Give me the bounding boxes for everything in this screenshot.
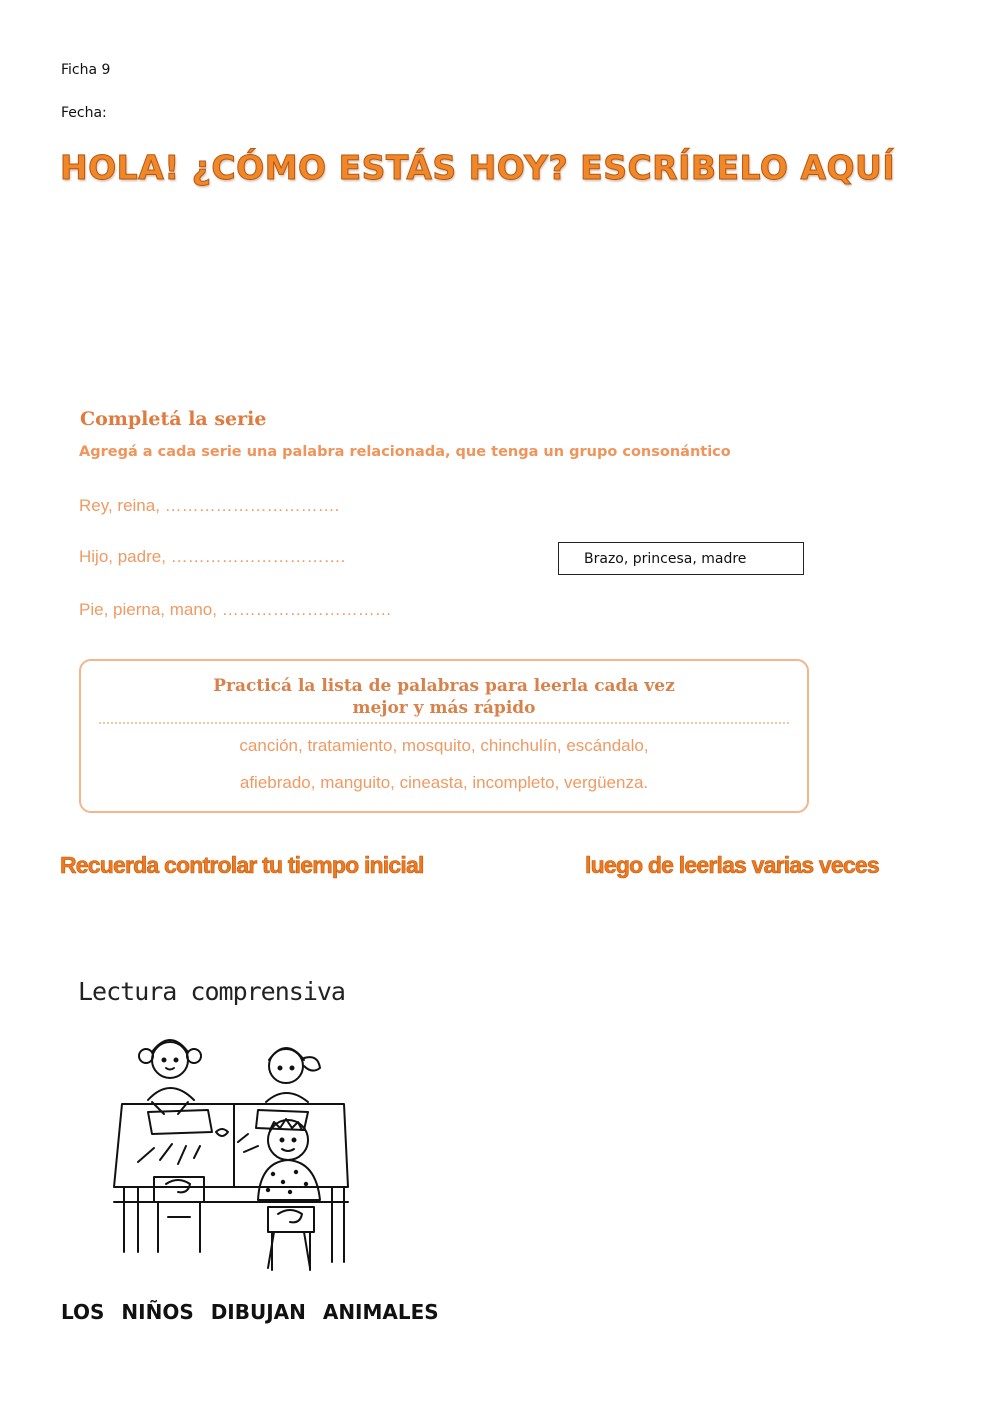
dotted-divider bbox=[99, 722, 789, 724]
reading-heading: Lectura comprensiva bbox=[78, 977, 345, 1006]
reading-caption: LOS NIÑOS DIBUJAN ANIMALES bbox=[61, 1300, 439, 1324]
practice-words-line-1: canción, tratamiento, mosquito, chinchulín, escándalo, bbox=[239, 736, 649, 755]
practice-box bbox=[79, 659, 809, 813]
series-item-2: Hijo, padre, …………………………. bbox=[79, 547, 346, 566]
reminder-initial-time: Recuerda controlar tu tiempo inicial bbox=[60, 852, 424, 878]
practice-title-line-2: mejor y más rápido bbox=[352, 698, 536, 718]
practice-box-title bbox=[81, 675, 807, 719]
sheet-number: Ficha 9 bbox=[61, 62, 111, 78]
practice-title-line-1: Practicá la lista de palabras para leerla cada vez bbox=[213, 676, 675, 696]
series-item-3: Pie, pierna, mano, ………………………… bbox=[79, 600, 392, 619]
answer-box[interactable]: Brazo, princesa, madre bbox=[558, 542, 804, 575]
page-title: HOLA! ¿CÓMO ESTÁS HOY? ESCRÍBELO AQUÍ bbox=[60, 148, 896, 187]
series-item-1: Rey, reina, …………………………. bbox=[79, 496, 340, 515]
series-section-title: Completá la serie bbox=[80, 408, 267, 430]
children-drawing-illustration bbox=[108, 1022, 358, 1282]
reminder-after-reading: luego de leerlas varias veces bbox=[585, 852, 879, 878]
date-label: Fecha: bbox=[61, 105, 107, 121]
series-instruction: Agregá a cada serie una palabra relacionada, que tenga un grupo consonántico bbox=[79, 444, 731, 460]
practice-words-line-2: afiebrado, manguito, cineasta, incompleto, vergüenza. bbox=[239, 773, 649, 792]
